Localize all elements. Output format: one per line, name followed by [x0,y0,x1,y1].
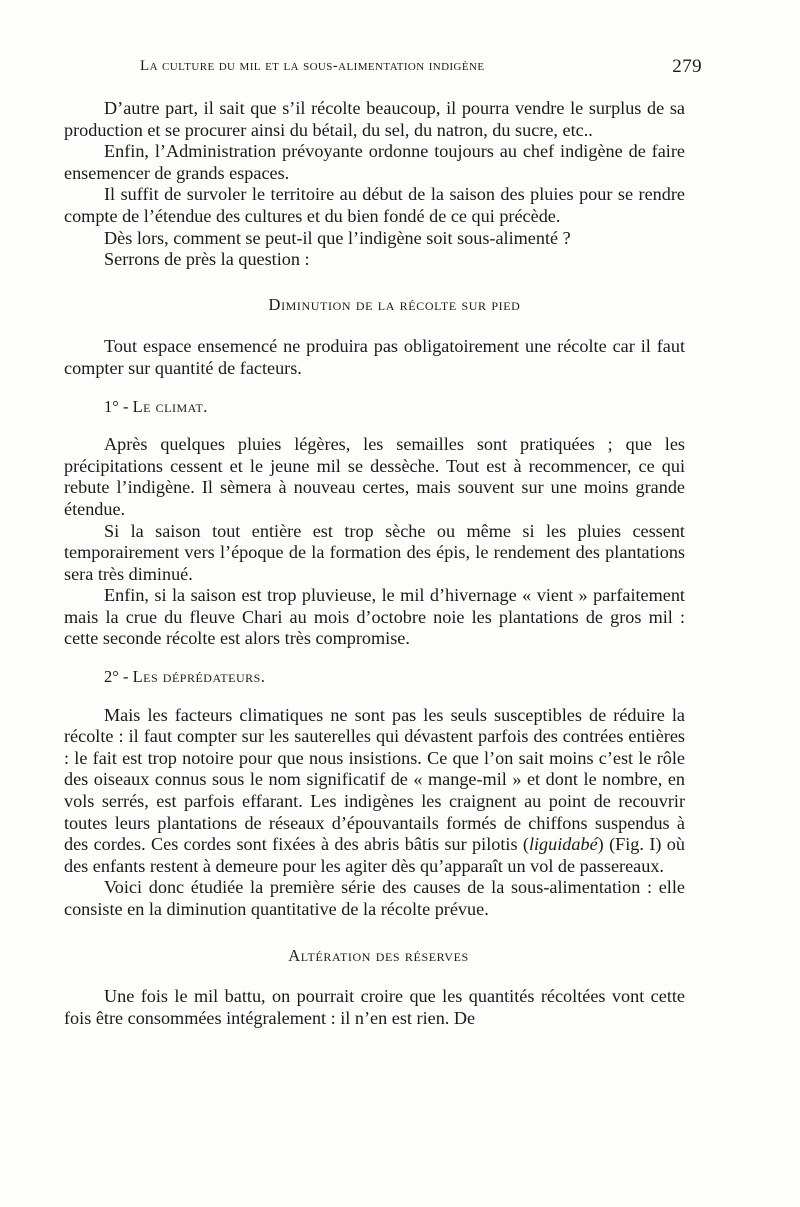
subheading-depredateurs [64,666,685,688]
subheading-climat [64,396,685,418]
paragraph: Si la saison tout entière est trop sèche ou même si les pluies cessent temporairement vers l’époque de la formation des épis, le rendement des plantations sera très diminué. [64,520,685,584]
subheading-title: Le climat. [132,396,208,416]
running-head-title: La culture du mil et la sous-alimentation indigène [140,58,485,74]
subheading-number: 2° - [104,667,129,687]
subheading-number: 1° - [104,396,129,416]
text-run: Mais les facteurs climatiques ne sont pas les seuls susceptibles de réduire la récolte : il faut compter sur les sauterelles qui dévastent parfois des contrées entières : le fait est trop notoire pour que nous insistions. Ce que l’on sait moins c’est le rôle des oiseaux connus sous le nom significatif de « mange-mil » et dont le nombre, en vols serrés, est parfois effarant. Les indigènes les craignent au point de recouvrir toutes leurs plantations de réseaux d’épouvantails formés de chiffons suspendus à des cordes. Ces cordes sont fixées à des abris bâtis sur pilotis ( [64,704,685,855]
paragraph: Enfin, si la saison est trop pluvieuse, le mil d’hivernage « vient » parfaitement mais la crue du fleuve Chari au mois d’octobre noie les plantations de gros mil : cette seconde récolte est alors très compromise. [64,585,685,649]
paragraph: Une fois le mil battu, on pourrait croire que les quantités récoltées vont cette fois être consommées intégralement : il n’en est rien. De [64,986,685,1028]
paragraph: Serrons de près la question : [104,249,310,270]
paragraph [64,705,685,878]
paragraph: Il suffit de survoler le territoire au début de la saison des pluies pour se rendre compte de l’étendue des cultures et du bien fondé de ce qui précède. [64,184,685,226]
paragraph: Dès lors, comment se peut-il que l’indigène soit sous-alimenté ? [104,227,571,248]
running-head [140,58,702,75]
paragraph: Enfin, l’Administration prévoyante ordonne toujours au chef indigène de faire ensemencer de grands espaces. [64,141,685,183]
italic-term: liguidabé [528,834,598,855]
paragraph: D’autre part, il sait que s’il récolte beaucoup, il pourra vendre le surplus de sa production et se procurer ainsi du bétail, du sel, du natron, du sucre, etc.. [64,98,685,140]
subheading-title: Les déprédateurs. [132,667,266,687]
paragraph: Après quelques pluies légères, les semailles sont pratiquées ; que les précipitations cessent et le jeune mil se dessèche. Tout est à recommencer, ce qui rebute l’indigène. Il sèmera à nouveau certes, mais souvent sur une moins grande étendue. [64,434,685,519]
page-number: 279 [672,56,702,77]
paragraph: Tout espace ensemencé ne produira pas obligatoirement une récolte car il faut compter sur quantité de facteurs. [64,336,685,378]
body-text [64,98,685,1029]
section-heading-diminution: Diminution de la récolte sur pied [268,294,521,314]
paragraph: Voici donc étudiée la première série des causes de la sous-alimentation : elle consiste en la diminution quantitative de la récolte prévue. [64,877,685,919]
section-heading-alteration: Altération des réserves [288,945,469,965]
text-run: ) (Fig. I) où des enfants restent à demeure pour les agiter dès qu’apparaît un vol de passereaux. [64,834,685,876]
